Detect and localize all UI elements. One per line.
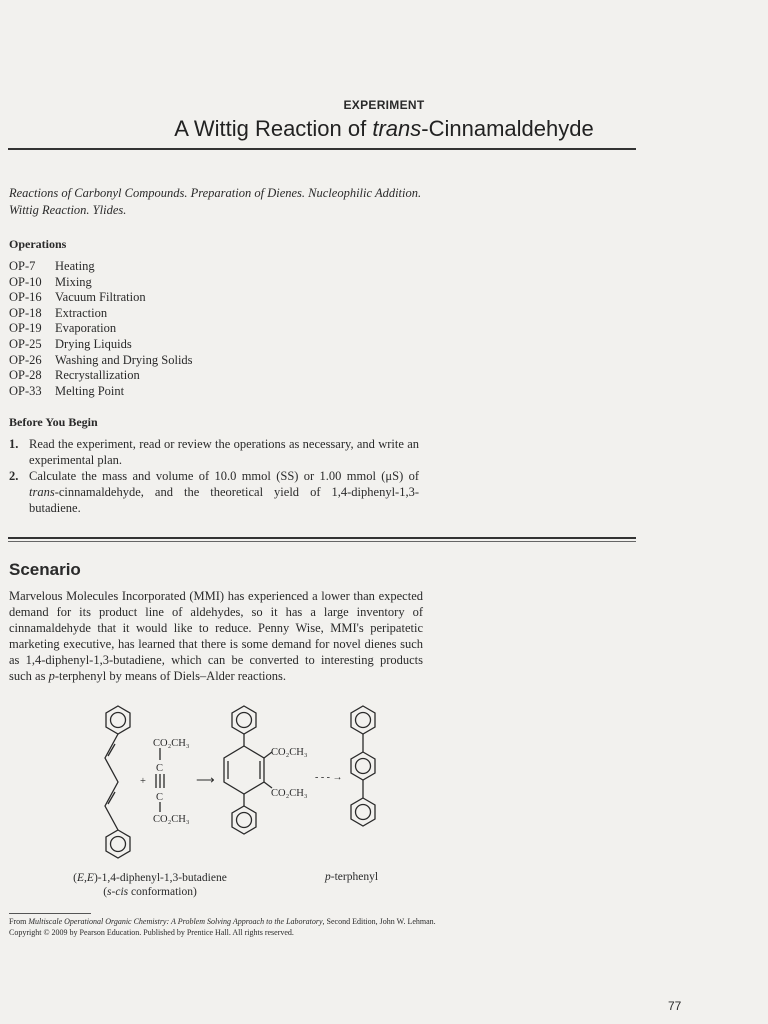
list-item: 1. Read the experiment, read or review the operations as necessary, and write an experimental plan. xyxy=(9,437,419,467)
page-title xyxy=(0,116,768,142)
benzene-ring-icon xyxy=(351,798,375,826)
scenario-paragraph: Marvelous Molecules Incorporated (MMI) has experienced a lower than expected demand for its product line of aldehydes, so it has a large inventory of cinnamaldehyde that it would like to reduce. Penny Wise, MMI's peripatetic marketing executive, has learned that there is some demand for novel dienes such as 1,4-diphenyl-1,3-butadiene, which can be converted to interesting products such as p-terphenyl by means of Diels–Alder reactions. xyxy=(9,589,423,683)
alkyne-carbon-bottom: C xyxy=(156,792,164,803)
operation-item: OP-19 Evaporation xyxy=(9,321,117,336)
operation-item: OP-18 Extraction xyxy=(9,305,108,320)
alkyne-carbon-top: C xyxy=(156,763,164,774)
scenario-heading: Scenario xyxy=(9,560,81,579)
terphenyl-caption: p-terphenyl xyxy=(325,871,379,883)
reaction-scheme xyxy=(80,700,400,865)
page-number: 77 xyxy=(668,999,682,1013)
before-list xyxy=(9,436,419,516)
reaction-arrow: ⟶ xyxy=(196,772,215,787)
title-suffix: -Cinnamaldehyde xyxy=(421,116,594,141)
benzene-ring-icon xyxy=(232,806,256,834)
operation-item: OP-7 Heating xyxy=(9,259,95,273)
operation-item: OP-26 Washing and Drying Solids xyxy=(9,352,193,367)
operation-item: OP-28 Recrystallization xyxy=(9,368,140,383)
dashed-arrow: - - - → xyxy=(315,772,343,783)
benzene-ring-icon xyxy=(351,706,375,734)
footnote-rule xyxy=(9,913,91,914)
product-ester-1: CO₂CH₃ xyxy=(271,747,308,758)
benzene-ring-icon xyxy=(106,830,130,858)
benzene-ring-icon xyxy=(106,706,130,734)
operations-heading: Operations xyxy=(9,237,67,251)
benzene-ring-icon xyxy=(351,752,375,780)
ester-top-label: CO₂CH₃ xyxy=(153,738,190,749)
list-item: 2. Calculate the mass and volume of 10.0 mmol (SS) or 1.00 mmol (μS) of trans-cinnamaldehyde, and the theoretical yield of 1,4-diphenyl-1,3-butadiene. xyxy=(9,469,419,515)
copyright-credit: From Multiscale Operational Organic Chemistry: A Problem Solving Approach to the Laboratory, Second Edition, John W. Lehman. Copyright © 2009 by Pearson Education. Published by Prentice Hall. All rights reserved. xyxy=(9,917,436,937)
operations-list xyxy=(9,259,193,399)
title-italic: trans xyxy=(372,116,422,141)
diene-caption: (E,E)-1,4-diphenyl-1,3-butadiene (s-cis conformation) xyxy=(73,872,227,898)
benzene-ring-icon xyxy=(232,706,256,734)
section-rule xyxy=(8,537,636,539)
title-rule xyxy=(8,148,636,150)
ester-bottom-label: CO₂CH₃ xyxy=(153,814,190,825)
operation-item: OP-10 Mixing xyxy=(9,274,92,289)
section-rule-thin xyxy=(8,541,636,542)
operation-item: OP-16 Vacuum Filtration xyxy=(9,290,146,305)
keywords: Reactions of Carbonyl Compounds. Preparation of Dienes. Nucleophilic Addition. Wittig Reaction. Ylides. xyxy=(9,186,422,217)
title-prefix: A Wittig Reaction of xyxy=(174,116,373,141)
operation-item: OP-33 Melting Point xyxy=(9,383,125,398)
cyclohexadiene-ring-icon xyxy=(224,746,264,794)
operation-item: OP-25 Drying Liquids xyxy=(9,336,132,351)
product-ester-2: CO₂CH₃ xyxy=(271,788,308,799)
before-heading: Before You Begin xyxy=(9,415,98,429)
experiment-kicker: EXPERIMENT xyxy=(343,98,425,112)
plus-sign: + xyxy=(140,776,146,787)
